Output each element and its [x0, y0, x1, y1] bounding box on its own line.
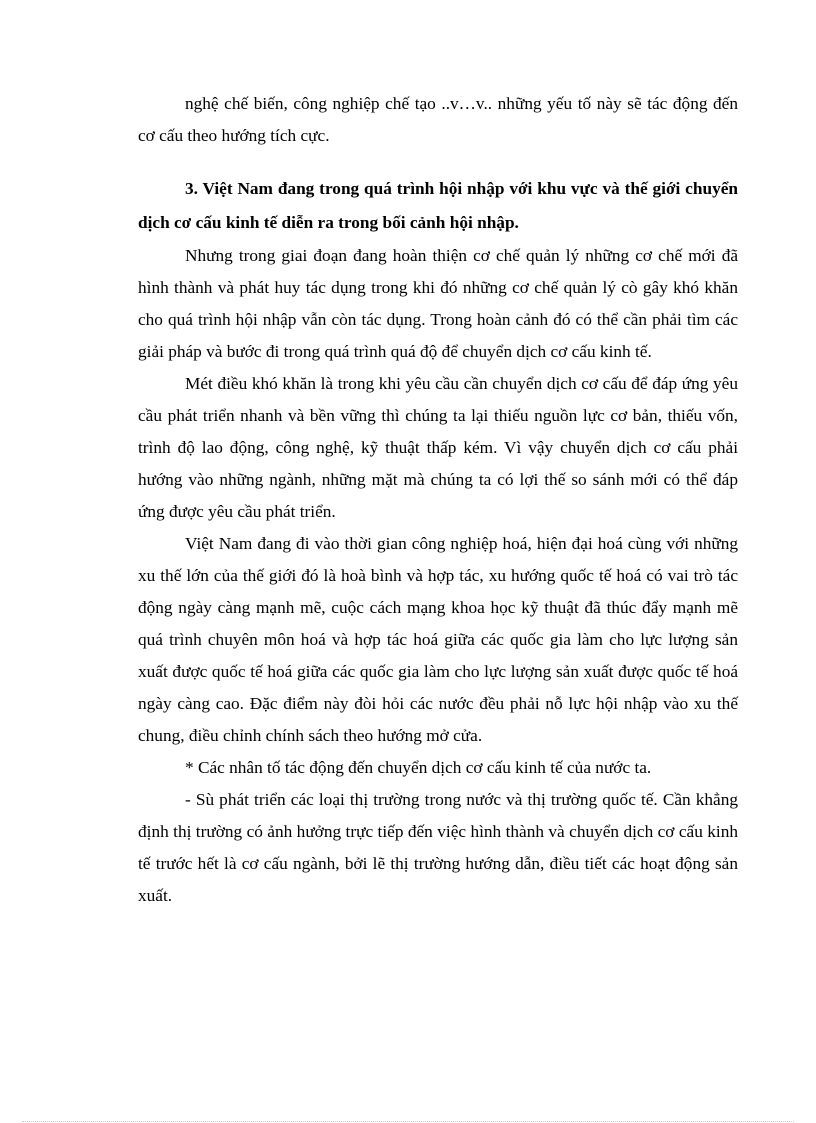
paragraph: Nhưng trong giai đoạn đang hoàn thiện cơ chế quản lý những cơ chế mới đã hình thành và phát huy tác dụng trong khi đó những cơ chế quản lý cò gây khó khăn cho quá trình hội nhập vẫn còn tác dụng. Trong hoàn cảnh đó có thể cần phải tìm các giải pháp và bước đi trong quá trình quá độ để chuyển dịch cơ cấu kinh tế.	[138, 246, 738, 361]
paragraph-factors-intro: * Các nhân tố tác động đến chuyển dịch cơ cấu kinh tế của nước ta.	[185, 758, 652, 777]
paragraph: Mét điều khó khăn là trong khi yêu cầu cần chuyển dịch cơ cấu để đáp ứng yêu cầu phát triển nhanh và bền vững thì chúng ta lại thiếu nguồn lực cơ bản, thiếu vốn, trình độ lao động, công nghệ, kỹ thuật thấp kém. Vì vậy chuyển dịch cơ cấu phải hướng vào những ngành, những mặt mà chúng ta có lợi thế so sánh mới có thể đáp ứng được yêu cầu phát triển.	[138, 374, 738, 521]
paragraph: - Sù phát triển các loại thị trường trong nước và thị trường quốc tế. Cần khẳng định thị trường có ảnh hưởng trực tiếp đến việc hình thành và chuyển dịch cơ cấu kinh tế trước hết là cơ cấu ngành, bởi lẽ thị trường hướng dẫn, điều tiết các hoạt động sản xuất.	[138, 790, 738, 905]
section-heading: 3. Việt Nam đang trong quá trình hội nhập với khu vực và thế giới chuyển dịch cơ cấu kinh tế diễn ra trong bối cảnh hội nhập.	[138, 179, 738, 232]
paragraph: Việt Nam đang đi vào thời gian công nghiệp hoá, hiện đại hoá cùng với những xu thế lớn của thế giới đó là hoà bình và hợp tác, xu hướng quốc tế hoá có vai trò tác động ngày càng mạnh mẽ, cuộc cách mạng khoa học kỹ thuật đã thúc đẩy mạnh mẽ quá trình chuyên môn hoá và hợp tác hoá giữa các quốc gia làm cho lực lượng sản xuất được quốc tế hoá giữa các quốc gia làm cho lực lượng sản xuất được quốc tế hoá ngày càng cao. Đặc điểm này đòi hỏi các nước đều phải nỗ lực hội nhập vào xu thế chung, điều chỉnh chính sách theo hướng mở cửa.	[138, 534, 738, 745]
page-bottom-divider	[22, 1121, 794, 1122]
paragraph-continuation: nghệ chế biến, công nghiệp chế tạo ..v…v.. những yếu tố này sẽ tác động đến cơ cấu theo hướng tích cực.	[138, 94, 738, 145]
document-body	[138, 88, 738, 912]
